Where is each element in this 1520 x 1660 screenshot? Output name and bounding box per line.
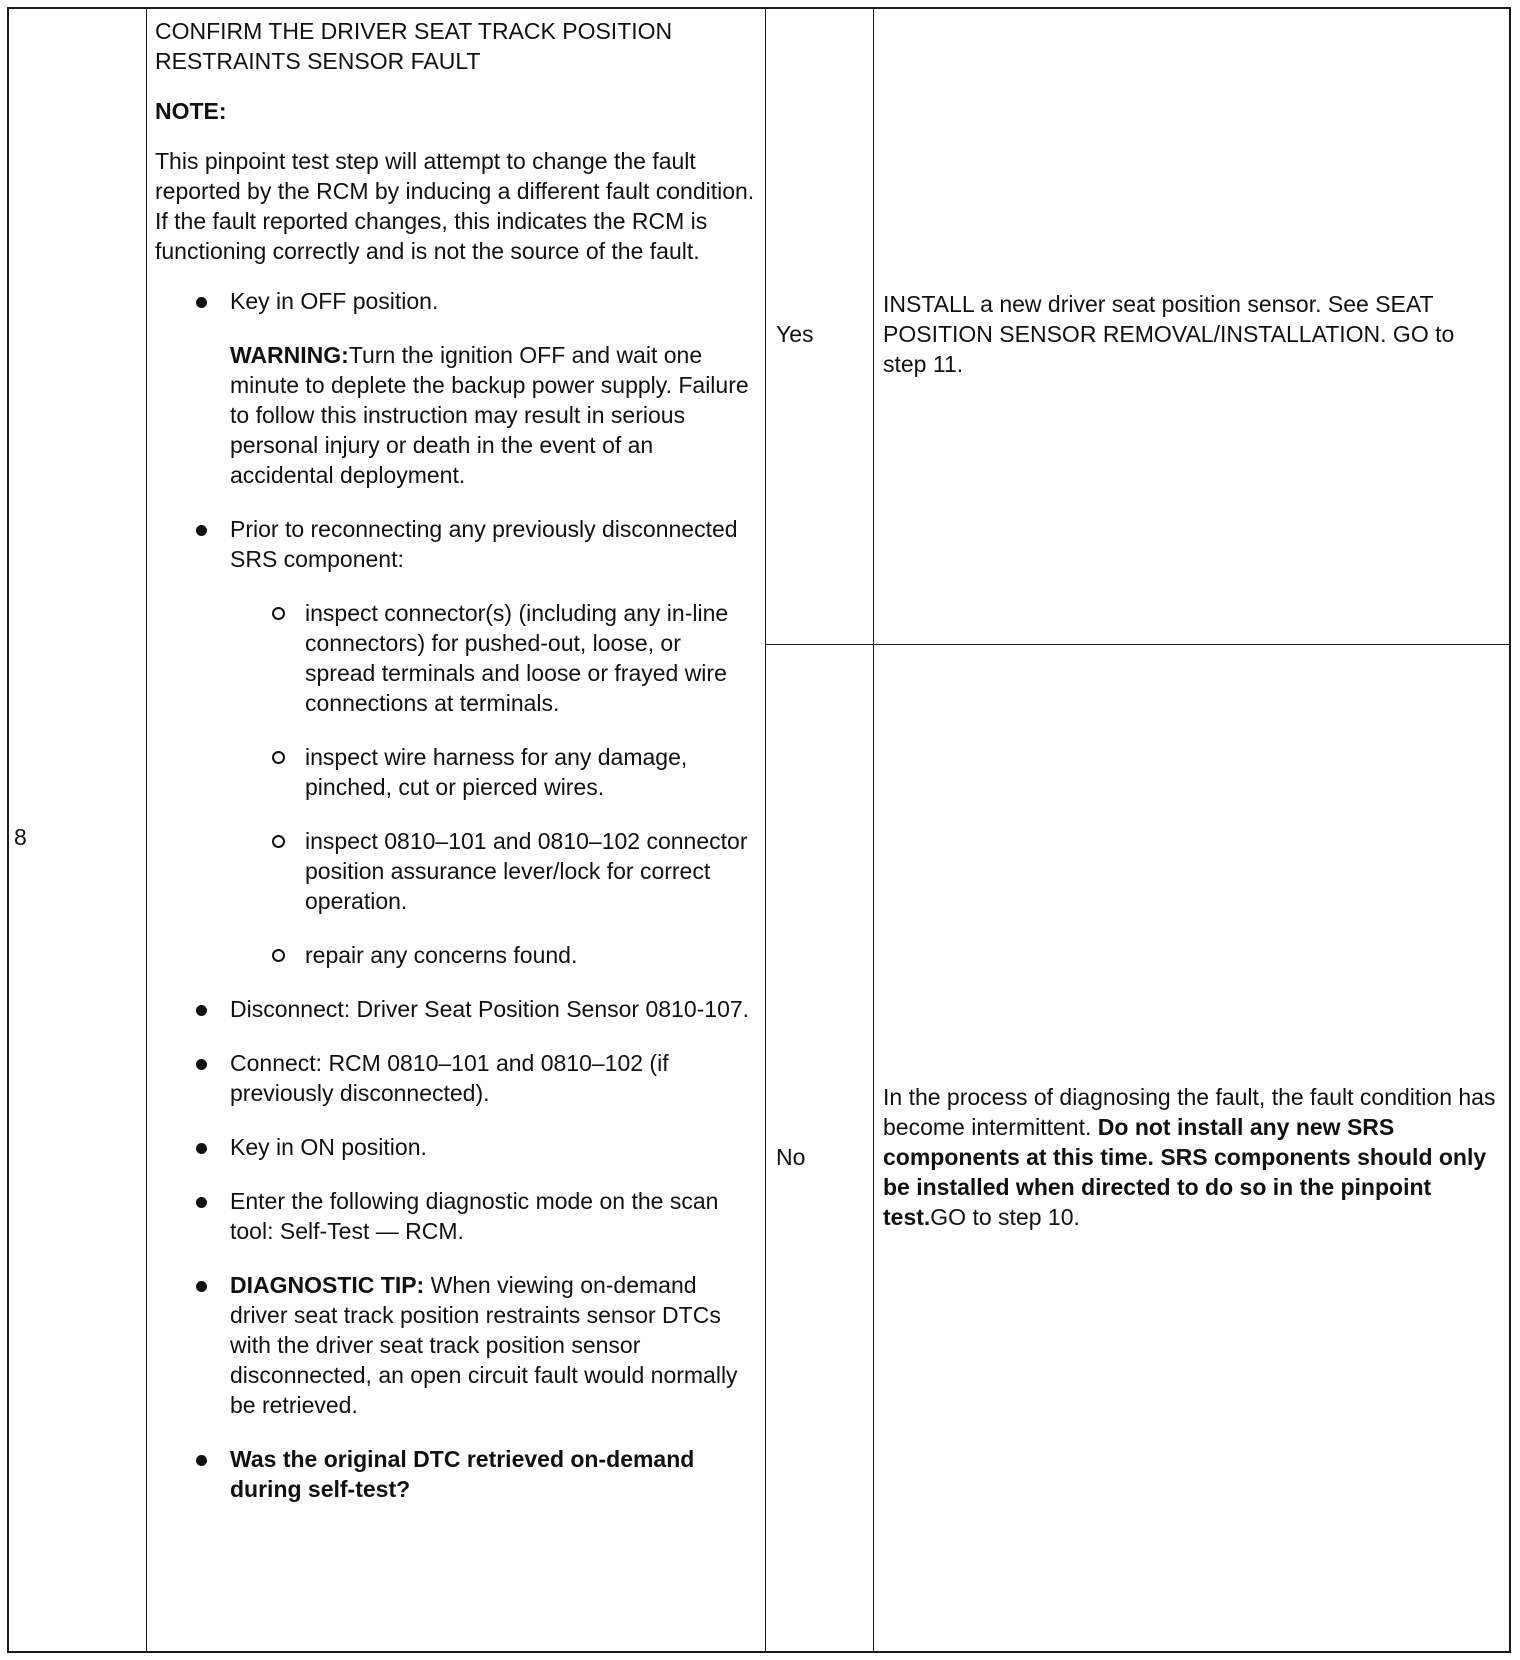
no-action-plain: In the process of diagnosing the fault, the fault condition has become intermittent.: [883, 1084, 1496, 1140]
column-divider-step: [146, 9, 147, 1651]
column-divider-result: [873, 9, 874, 1651]
note-text: This pinpoint test step will attempt to change the fault reported by the RCM by inducing a different fault condition. If the fault reported changes, this indicates the RCM is functioning correctly and is not the source of the fault.: [155, 148, 755, 264]
no-action-text: [883, 1082, 1508, 1232]
yes-action-text: INSTALL a new driver seat position sensor. See SEAT POSITION SENSOR REMOVAL/INSTALLATION. GO to step 11.: [883, 291, 1455, 377]
list-item: inspect wire harness for any damage, pinched, cut or pierced wires.: [230, 742, 755, 802]
list-item: repair any concerns found.: [230, 940, 755, 970]
diagnostic-tip-text: When viewing on-demand driver seat track position restraints sensor DTCs with the driver seat track position sensor disconnected, an open circuit fault would normally be retrieved.: [230, 1272, 738, 1418]
step-number: 8: [14, 824, 27, 850]
list-item: inspect connector(s) (including any in-line connectors) for pushed-out, loose, or spread terminals and loose or frayed wire connections at terminals.: [230, 598, 755, 718]
list-item: Was the original DTC retrieved on-demand during self-test?: [155, 1444, 755, 1504]
warning-block: [230, 340, 755, 490]
inspection-sub-list: [230, 598, 755, 970]
warning-text: Turn the ignition OFF and wait one minute to deplete the backup power supply. Failure to follow this instruction may result in serious personal injury or death in the event of an accidental deployment.: [230, 342, 749, 488]
list-item: [155, 514, 755, 970]
warning-label: WARNING:: [230, 342, 349, 368]
prior-reconnect-instruction: Prior to reconnecting any previously disconnected SRS component:: [230, 516, 738, 572]
note-label: NOTE:: [155, 98, 227, 124]
column-divider-procedure: [765, 9, 766, 1651]
list-item: Connect: RCM 0810–101 and 0810–102 (if previously disconnected).: [155, 1048, 755, 1108]
procedure-steps-list: [155, 286, 755, 1504]
list-item: [155, 1270, 755, 1420]
procedure-table: [7, 7, 1511, 1653]
diagnostic-tip-label: DIAGNOSTIC TIP:: [230, 1272, 425, 1298]
list-item: Enter the following diagnostic mode on the scan tool: Self-Test — RCM.: [155, 1186, 755, 1246]
list-item: [155, 286, 755, 490]
procedure-title: CONFIRM THE DRIVER SEAT TRACK POSITION RESTRAINTS SENSOR FAULT: [155, 18, 673, 74]
row-divider-yes-no: [765, 644, 1509, 645]
no-result-label: No: [776, 1144, 806, 1170]
no-action-bold: Do not install any new SRS components at this time. SRS components should only be installed when directed to do so in the pinpoint test.: [883, 1114, 1487, 1230]
procedure-cell: [155, 16, 755, 1528]
list-item: Disconnect: Driver Seat Position Sensor 0810-107.: [155, 994, 755, 1024]
no-action-tail: GO to step 10.: [930, 1204, 1080, 1230]
list-item: inspect 0810–101 and 0810–102 connector position assurance lever/lock for correct operation.: [230, 826, 755, 916]
yes-result-label: Yes: [776, 321, 814, 347]
key-off-instruction: Key in OFF position.: [230, 288, 439, 314]
list-item: Key in ON position.: [155, 1132, 755, 1162]
